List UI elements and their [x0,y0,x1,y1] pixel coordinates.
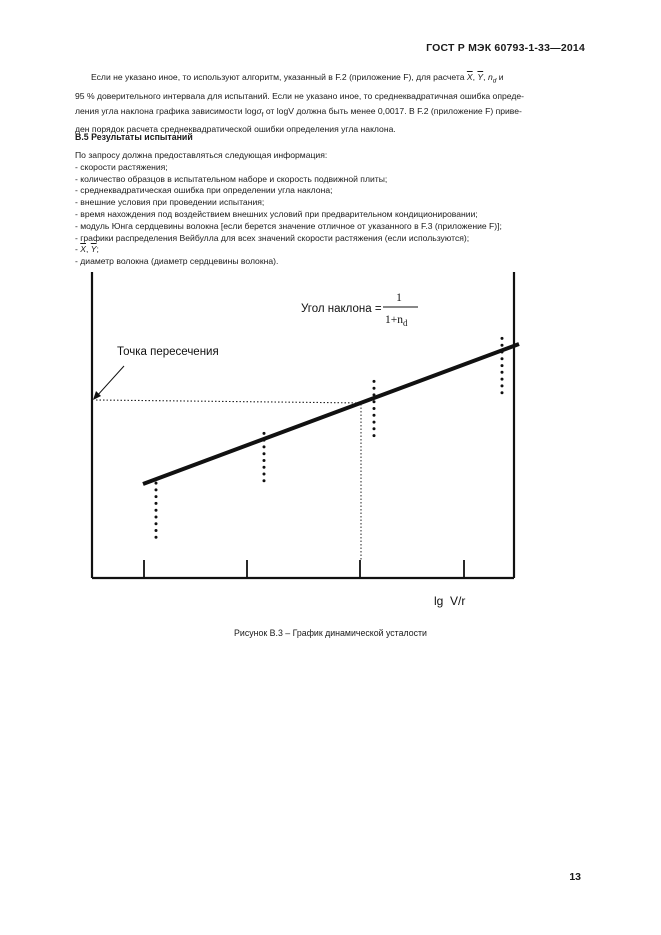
data-point [263,459,266,462]
list-symbol-x: $\overline{X}$ [80,244,86,255]
symbol-x-mean: $\overline{X}$ [466,72,473,82]
data-point [501,344,504,347]
data-point [263,473,266,476]
log-label: log [244,105,257,116]
section-title: B.5 Результаты испытаний [75,132,193,142]
intro-separator-2: , [483,72,486,82]
document-header: ГОСТ Р МЭК 60793-1-33—2014 [426,42,585,54]
list-item: - модуль Юнга сердцевины волокна [если берется значение отличное от указанного в F.3 (приложение F)]; [75,220,502,231]
data-point [373,407,376,410]
slope-denominator-text: 1+n [385,314,403,326]
data-point [373,393,376,396]
log-v-label: logV [276,105,294,116]
intro-line-4: ден порядок расчета среднеквадратической ошибки определения угла наклона. [75,124,396,135]
intro-line-1-end: и [498,72,504,82]
data-point [373,380,376,383]
list-item: - графики распределения Вейбулла для всех значений скорости растяжения (если используются); [75,232,470,243]
data-point [373,400,376,403]
data-point [155,502,158,505]
list-item-prefix: - [75,244,78,255]
intersection-label: Точка пересечения [117,346,219,358]
data-point [501,364,504,367]
list-intro: По запросу должна предоставляться следующая информация: [75,150,328,160]
intersection-horizontal-guide [96,400,364,403]
data-point [501,378,504,381]
data-point [263,445,266,448]
data-point [373,414,376,417]
intro-line-3-text-b: от [265,105,275,116]
sigma-symbol: σ [256,105,262,116]
slope-denominator-subscript: d [403,318,408,328]
list-item: - количество образцов в испытательном наборе и скорость подвижной плиты; [75,173,388,184]
data-point [155,488,158,491]
list-symbol-y: $\overline{Y}$ [90,244,97,255]
list-symbol-end: ; [96,244,99,255]
list-symbol-separator: , [86,244,89,255]
data-point [263,439,266,442]
x-axis-label: lg V/r [434,594,466,608]
data-point [373,387,376,390]
data-point [501,351,504,354]
data-point [501,337,504,340]
data-point [263,452,266,455]
data-point [263,432,266,435]
data-point [501,384,504,387]
data-point [501,371,504,374]
data-point [263,466,266,469]
intro-line-1-text: Если не указано иное, то используют алгоритм, указанный в F.2 (приложение F), для расчета [91,72,465,82]
intro-line-3-text-c: должна быть менее 0,0017. В F.2 (приложение F) приве- [296,105,522,116]
data-point [155,482,158,485]
data-point [373,434,376,437]
data-point [155,536,158,539]
slope-label: Угол наклона = [301,303,382,315]
symbol-n: n [487,72,493,82]
list-item: - диаметр волокна (диаметр сердцевины волокна). [75,256,279,267]
data-point [373,421,376,424]
page-number: 13 [569,871,581,883]
data-point [155,509,158,512]
data-point [155,495,158,498]
list-item: - среднеквадратическая ошибка при определении угла наклона; [75,185,333,196]
data-point [155,529,158,532]
regression-line [143,344,519,484]
data-point [263,479,266,482]
intro-line-3-text-a: ления угла наклона графика зависимости [75,105,243,116]
data-point [155,516,158,519]
slope-numerator: 1 [396,292,402,304]
data-point [501,391,504,394]
list-item: - внешние условия при проведении испытания; [75,197,265,208]
list-item: - время нахождения под воздействием внешних условий при предварительном кондиционировании; [75,208,478,219]
list-item: - скорости растяжения; [75,161,168,172]
symbol-y-mean: $\overline{Y}$ [477,72,484,82]
intro-separator-1: , [472,72,476,82]
sigma-subscript: f [261,111,264,119]
symbol-n-subscript: d [492,77,497,85]
data-point [501,357,504,360]
intersection-arrow-line [96,366,124,397]
data-point [373,427,376,430]
slope-denominator [385,314,408,328]
figure-caption: Рисунок B.3 – График динамической усталости [234,628,427,638]
intro-line-2: 95 % доверительного интервала для испытаний. Если не указано иное, то среднеквадратичная ошибка опреде- [75,90,525,101]
data-point [155,522,158,525]
